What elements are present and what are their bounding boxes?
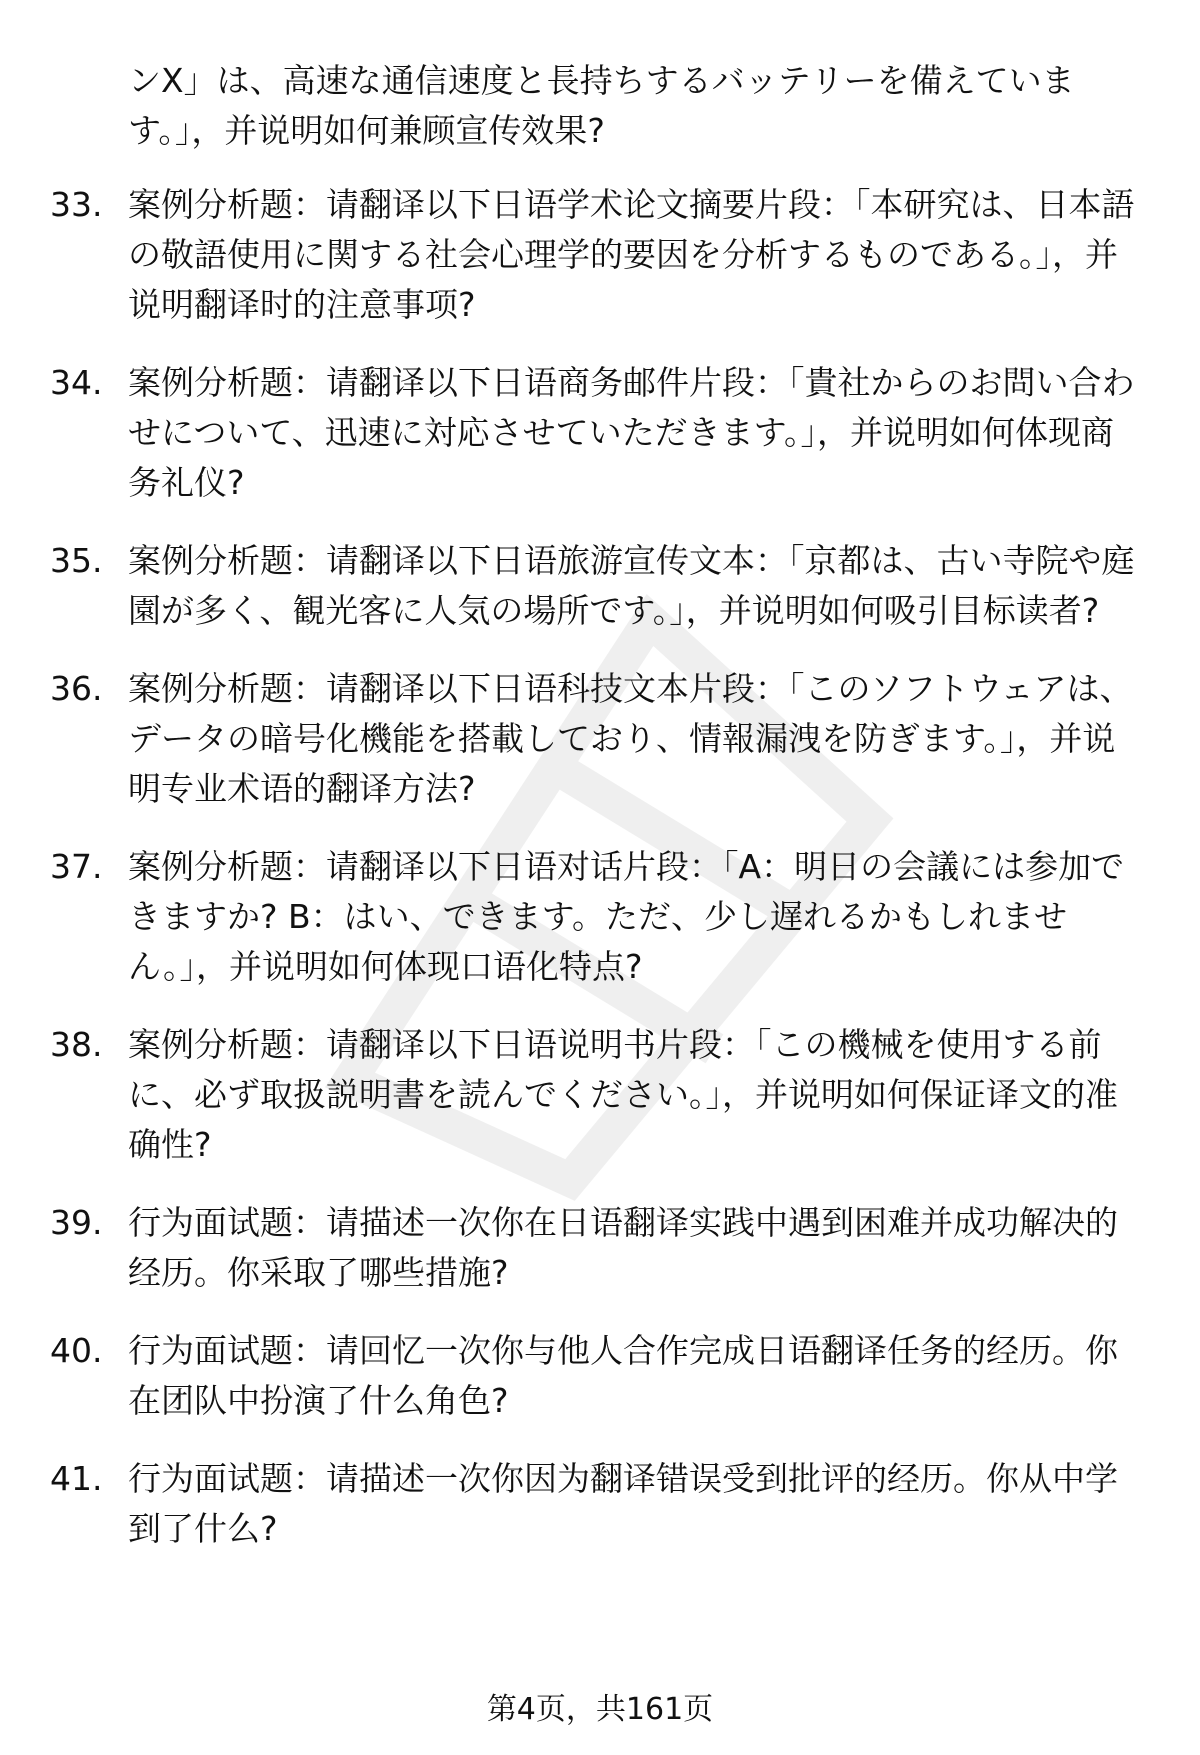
- question-number: 36.: [50, 669, 103, 708]
- continued-question-text: ンX」は、高速な通信速度と長持ちするバッテリーを備えています。」，并说明如何兼顾宣传效果?: [128, 61, 1075, 150]
- question-item: [0, 358, 1200, 508]
- question-number: 37.: [50, 847, 103, 886]
- question-list: [0, 180, 1200, 1582]
- question-number: 39.: [50, 1203, 103, 1242]
- question-item: [0, 536, 1200, 636]
- question-text: 行为面试题：请描述一次你在日语翻译实践中遇到困难并成功解决的经历。你采取了哪些措施?: [128, 1203, 1118, 1292]
- question-number: 35.: [50, 541, 103, 580]
- question-text: 案例分析题：请翻译以下日语学术论文摘要片段：「本研究は、日本語の敬語使用に関する社会心理学的要因を分析するものである。」，并说明翻译时的注意事项?: [128, 185, 1135, 324]
- question-item: [0, 1020, 1200, 1170]
- question-number: 40.: [50, 1331, 103, 1370]
- question-text: 行为面试题：请回忆一次你与他人合作完成日语翻译任务的经历。你在团队中扮演了什么角色?: [128, 1331, 1118, 1420]
- question-text: 案例分析题：请翻译以下日语说明书片段：「この機械を使用する前に、必ず取扱説明書を読んでください。」，并说明如何保证译文的准确性?: [128, 1025, 1118, 1164]
- question-item: [0, 1326, 1200, 1426]
- question-text: 案例分析题：请翻译以下日语科技文本片段：「このソフトウェアは、データの暗号化機能を搭載しており、情報漏洩を防ぎます。」，并说明专业术语的翻译方法?: [128, 669, 1133, 808]
- question-text: 行为面试题：请描述一次你因为翻译错误受到批评的经历。你从中学到了什么?: [128, 1459, 1118, 1548]
- question-item: [0, 842, 1200, 992]
- question-item: [0, 664, 1200, 814]
- question-item: [0, 1454, 1200, 1554]
- question-number: 34.: [50, 363, 103, 402]
- question-item: [0, 1198, 1200, 1298]
- question-text: 案例分析题：请翻译以下日语商务邮件片段：「貴社からのお問い合わせについて、迅速に対応させていただきます。」，并说明如何体现商务礼仪?: [128, 363, 1135, 502]
- question-number: 33.: [50, 185, 103, 224]
- question-item: [0, 180, 1200, 330]
- question-text: 案例分析题：请翻译以下日语旅游宣传文本：「京都は、古い寺院や庭園が多く、観光客に人気の場所です。」，并说明如何吸引目标读者?: [128, 541, 1135, 630]
- question-text: 案例分析题：请翻译以下日语对话片段：「A：明日の会議には参加できますか? B：はい、できます。ただ、少し遅れるかもしれません。」，并说明如何体现口语化特点?: [128, 847, 1125, 986]
- question-number: 38.: [50, 1025, 103, 1064]
- question-number: 41.: [50, 1459, 103, 1498]
- page-footer: 第4页，共161页: [486, 1692, 714, 1727]
